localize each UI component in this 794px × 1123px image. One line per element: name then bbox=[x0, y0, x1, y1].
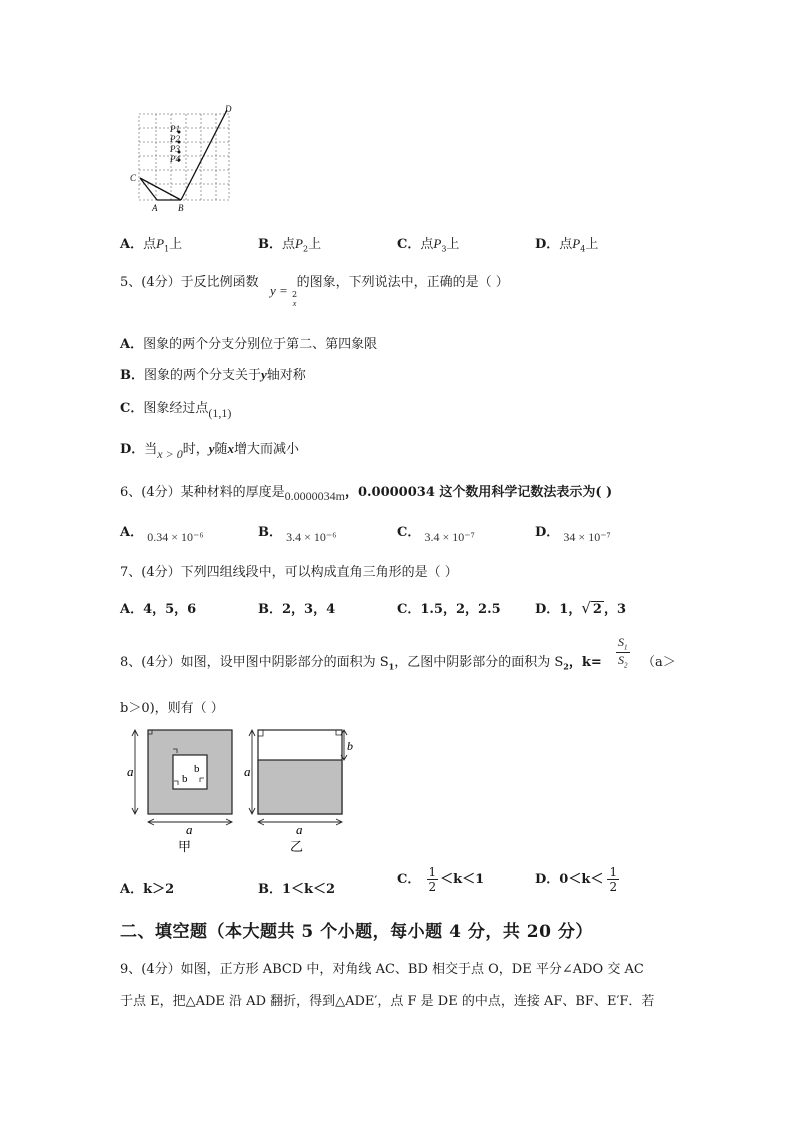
s1-sub: 1 bbox=[388, 661, 395, 672]
jia-label-b1: b bbox=[194, 763, 200, 775]
jia-label-b2: b bbox=[182, 773, 188, 785]
q5-stem bbox=[120, 271, 509, 290]
option-letter: B． bbox=[258, 237, 282, 252]
option-text: 0＜k＜ bbox=[559, 872, 604, 887]
option-text: 点 bbox=[420, 237, 434, 252]
triangle-lines bbox=[140, 110, 227, 200]
label-d: D bbox=[225, 104, 232, 114]
option-var: y bbox=[208, 441, 215, 456]
option-text: 图象的两个分支关于 bbox=[144, 368, 262, 383]
option-letter: C． bbox=[120, 401, 144, 416]
option-symbol: P bbox=[433, 236, 442, 251]
q9-line2: 于点 E，把△ADE 沿 AD 翻折，得到△ADE′，点 F 是 DE 的中点，连接 AF、BF、E′F．若 bbox=[120, 994, 655, 1009]
yi-label-a-horizontal: a bbox=[296, 822, 303, 837]
label-b: B bbox=[178, 203, 184, 213]
option-letter: A． bbox=[120, 237, 144, 252]
option-letter: C． bbox=[397, 602, 421, 617]
formula-den: x bbox=[292, 299, 297, 308]
q8-stem-c: ，k= bbox=[568, 655, 602, 670]
label-p3: P3 bbox=[170, 144, 180, 154]
option-letter: D． bbox=[535, 602, 560, 617]
formula-y: y = bbox=[270, 283, 288, 298]
option-letter: C． bbox=[397, 872, 421, 887]
q5-option-b bbox=[120, 364, 306, 383]
option-text: ＜k＜1 bbox=[440, 872, 485, 887]
option-var: y bbox=[261, 367, 267, 382]
option-text: 点 bbox=[282, 237, 296, 252]
label-c: C bbox=[130, 173, 137, 183]
option-text: 点 bbox=[559, 237, 573, 252]
k-den: S bbox=[618, 653, 624, 668]
q8-option-a bbox=[120, 878, 174, 897]
label-p2: P2 bbox=[170, 134, 180, 144]
label-a: A bbox=[152, 203, 158, 213]
q6-stem-b: ，0.0000034 这个数用科学记数法表示为( ) bbox=[344, 485, 613, 500]
q5-option-d bbox=[120, 438, 300, 461]
option-text: 4，5，6 bbox=[143, 602, 197, 617]
q8-stem-tail bbox=[642, 651, 676, 670]
option-symbol: P bbox=[156, 236, 165, 251]
label-p1: P1 bbox=[170, 124, 180, 134]
option-post: 时， bbox=[182, 442, 209, 457]
option-text: 图象的两个分支分别位于第二、第四象限 bbox=[143, 337, 378, 352]
q7-option-d bbox=[535, 598, 626, 617]
option-post: 上 bbox=[446, 237, 460, 252]
sqrt-symbol: √ bbox=[581, 599, 591, 617]
q4-option-d bbox=[535, 233, 598, 254]
q9-line1: 9、(4分）如图，正方形 ABCD 中，对角线 AC、BD 相交于点 O，DE 平分∠ADO 交 AC bbox=[120, 962, 644, 977]
q8-stem-a: 8、(4分）如图，设甲图中阴影部分的面积为 S bbox=[120, 655, 389, 670]
option-letter: C． bbox=[397, 525, 421, 540]
option-post: 上 bbox=[169, 237, 183, 252]
k-den-sub: 2 bbox=[624, 661, 628, 670]
q5-stem-b: 的图象，下列说法中，正确的是（ ） bbox=[296, 275, 509, 290]
option-letter: A． bbox=[120, 602, 144, 617]
option-letter: A． bbox=[120, 882, 144, 897]
option-post: 上 bbox=[585, 237, 599, 252]
frac-num: 1 bbox=[609, 865, 618, 879]
option-text: 1＜k＜2 bbox=[282, 882, 336, 897]
yi-label-a-vertical: a bbox=[244, 764, 251, 779]
option-letter: B． bbox=[258, 882, 282, 897]
q7-option-b bbox=[258, 598, 335, 617]
q6-option-b bbox=[258, 521, 337, 544]
option-text: k＞2 bbox=[143, 882, 175, 897]
q6-stem-a: 6、(4分）某种材料的厚度是 bbox=[120, 485, 285, 500]
yi-caption: 乙 bbox=[290, 840, 304, 854]
option-sub: 2 bbox=[302, 244, 309, 254]
option-math: (1,1) bbox=[208, 406, 232, 420]
q7-option-a bbox=[120, 598, 196, 617]
q4-option-c bbox=[397, 233, 459, 254]
s2-sub: 2 bbox=[563, 661, 569, 672]
q7-stem bbox=[120, 561, 458, 580]
frac-den: 2 bbox=[609, 880, 618, 894]
option-letter: B． bbox=[120, 368, 144, 383]
option-letter: D． bbox=[120, 442, 145, 457]
jia-label-a-vertical: a bbox=[127, 764, 134, 779]
section-2-title: 二、填空题（本大题共 5 个小题，每小题 4 分，共 20 分） bbox=[120, 922, 593, 942]
q4-option-a bbox=[120, 233, 182, 254]
option-text: 2，3，4 bbox=[282, 602, 336, 617]
q4-geometry-figure bbox=[124, 100, 240, 216]
q8-k-fraction bbox=[616, 636, 630, 670]
option-letter: D． bbox=[535, 237, 560, 252]
option-letter: D． bbox=[535, 525, 560, 540]
q5-stem-a: 5、(4分）于反比例函数 bbox=[120, 275, 259, 290]
option-math: 0.34 × 10⁻⁶ bbox=[147, 530, 204, 544]
option-symbol: P bbox=[572, 236, 581, 251]
option-post: 轴对称 bbox=[266, 368, 306, 383]
q8-figure-jia bbox=[126, 722, 242, 854]
q8-stem-line2-text: b＞0)，则有（ ） bbox=[120, 701, 224, 716]
q5-option-a bbox=[120, 333, 377, 352]
option-var2: x bbox=[227, 441, 235, 456]
option-sub: 1 bbox=[164, 244, 170, 254]
option-post: 上 bbox=[308, 237, 322, 252]
q8-option-b bbox=[258, 878, 335, 897]
q8-stem-d: （a＞ bbox=[642, 655, 676, 670]
frac-den: 2 bbox=[428, 880, 437, 894]
option-text: 当 bbox=[144, 442, 158, 457]
option-math: 34 × 10⁻⁷ bbox=[563, 530, 611, 544]
q8-option-d bbox=[535, 866, 619, 893]
option-post: ，3 bbox=[603, 602, 626, 617]
q8-option-c bbox=[397, 866, 484, 893]
q6-math: 0.0000034m bbox=[284, 489, 345, 503]
grid-lines bbox=[139, 114, 229, 200]
label-p4: P4 bbox=[170, 154, 180, 164]
jia-label-a-horizontal: a bbox=[186, 822, 193, 837]
q8-stem-line2 bbox=[120, 697, 224, 716]
q7-stem-text: 7、(4分）下列四组线段中，可以构成直角三角形的是（ ） bbox=[120, 565, 458, 580]
q8-stem-line1 bbox=[120, 651, 602, 672]
q6-option-a bbox=[120, 521, 204, 544]
q5-formula bbox=[270, 283, 297, 308]
q6-stem bbox=[120, 481, 613, 503]
option-letter: A． bbox=[120, 525, 144, 540]
q8-figure-yi bbox=[232, 722, 364, 854]
formula-num: 2 bbox=[291, 290, 298, 299]
q7-option-c bbox=[397, 598, 501, 617]
option-post3: 增大而减小 bbox=[234, 442, 300, 457]
option-math: x > 0 bbox=[157, 447, 183, 461]
option-text: 图象经过点 bbox=[143, 401, 209, 416]
option-letter: D． bbox=[535, 872, 560, 887]
option-math: 3.4 × 10⁻⁶ bbox=[286, 530, 337, 544]
option-math: 3.4 × 10⁻⁷ bbox=[424, 530, 475, 544]
k-num-sub: 1 bbox=[624, 643, 628, 652]
yi-shaded-rect bbox=[258, 760, 342, 814]
option-post2: 随 bbox=[214, 442, 228, 457]
option-text: 点 bbox=[143, 237, 157, 252]
q6-option-c bbox=[397, 521, 475, 544]
option-sub: 3 bbox=[441, 244, 447, 254]
option-sub: 4 bbox=[580, 244, 586, 254]
q4-option-b bbox=[258, 233, 321, 254]
option-symbol: P bbox=[295, 236, 303, 251]
option-letter: A． bbox=[120, 337, 144, 352]
option-text: 1， bbox=[559, 602, 582, 617]
q5-option-c bbox=[120, 397, 232, 420]
option-text: 1.5，2，2.5 bbox=[420, 602, 501, 617]
k-num: S bbox=[618, 635, 624, 649]
option-letter: C． bbox=[397, 237, 421, 252]
jia-caption: 甲 bbox=[178, 840, 192, 854]
q8-stem-b: ，乙图中阴影部分的面积为 S bbox=[394, 655, 564, 670]
q6-option-d bbox=[535, 521, 611, 544]
yi-label-b: b bbox=[347, 739, 353, 753]
option-sqrt: 2 bbox=[592, 602, 602, 617]
frac-num: 1 bbox=[428, 865, 437, 879]
option-letter: B． bbox=[258, 602, 282, 617]
option-letter: B． bbox=[258, 525, 282, 540]
